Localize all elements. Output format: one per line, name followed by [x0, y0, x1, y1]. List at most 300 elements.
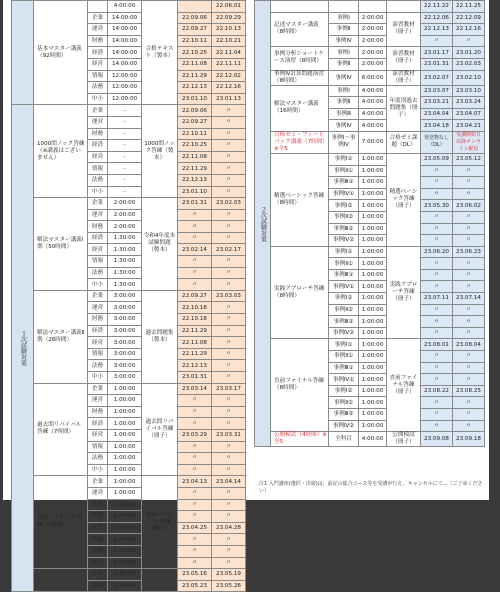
start-date-cell: 〃 — [421, 351, 453, 363]
start-date-cell: 22.12.13 — [421, 24, 453, 36]
subject-cell: 情報 — [88, 70, 108, 82]
subject-cell: 経済 — [88, 325, 108, 337]
case-cell: 事例Ⅰ① — [329, 339, 359, 351]
time-cell: 1:00:00 — [359, 281, 387, 293]
time-cell: 3:00:00 — [108, 360, 142, 372]
end-date-cell: 受講開始日以降オンライン配信 — [453, 131, 485, 153]
end-date-cell: 22.10.21 — [212, 35, 246, 47]
start-date-cell: 23.06.20 — [421, 246, 453, 258]
start-date-cell: 23.02.14 — [178, 244, 212, 256]
case-cell: 事例Ⅳ② — [329, 327, 359, 339]
case-cell: 事例Ⅰ① — [329, 246, 359, 258]
course-name-cell: 公開模試（4時間）※全5 — [271, 432, 329, 447]
time-cell: - — [108, 105, 142, 117]
start-date-cell: 〃 — [178, 441, 212, 453]
time-cell: 3:00:00 — [108, 372, 142, 384]
start-date-cell: 22.11.08 — [178, 151, 212, 163]
end-date-cell: 23.02.17 — [212, 244, 246, 256]
end-date-cell: 〃 — [453, 35, 485, 47]
start-date-cell: 22.09.27 — [178, 290, 212, 302]
section-label-second-exam: ２次試験対策 — [255, 1, 271, 447]
time-cell: 1:00:00 — [359, 235, 387, 247]
book-cell: 年度別過去問題集（冊子） — [387, 85, 421, 131]
end-date-cell: 23.03.10 — [453, 85, 485, 97]
case-cell: 事例Ⅱ① — [329, 165, 359, 177]
time-cell: 12:00:00 — [108, 82, 142, 94]
time-cell — [359, 1, 387, 13]
end-date-cell: 〃 — [212, 151, 246, 163]
end-date-cell: 〃 — [212, 557, 246, 569]
time-cell: 2:00:00 — [359, 12, 387, 24]
start-date-cell: 〃 — [178, 418, 212, 430]
time-cell: 4:00:00 — [108, 1, 142, 13]
start-date-cell: 〃 — [178, 487, 212, 499]
start-date-cell: 22.10.25 — [178, 140, 212, 152]
time-cell: 2:00:00 — [359, 58, 387, 70]
end-date-cell: 〃 — [212, 395, 246, 407]
end-date-cell: 〃 — [453, 304, 485, 316]
time-cell: 1:00:00 — [359, 188, 387, 200]
end-date-cell: 23.08.25 — [453, 385, 485, 397]
time-cell: - — [108, 174, 142, 186]
subject-cell: 運営 — [88, 580, 108, 592]
course-name-cell: 合格ゼミ・フィードバック講義（7時間）※全5 — [271, 131, 329, 153]
table-row — [12, 1, 246, 13]
start-date-cell: 23.01.31 — [178, 372, 212, 384]
time-cell: 12:00:00 — [108, 70, 142, 82]
table-row — [12, 476, 246, 488]
end-date-cell: 〃 — [212, 267, 246, 279]
case-cell: 事例Ⅰ② — [329, 200, 359, 212]
case-cell — [329, 1, 359, 13]
end-date-cell: 〃 — [212, 499, 246, 511]
course-name-cell: 解法マスター講義（16時間） — [271, 85, 329, 131]
start-date-cell: 22.09.06 — [178, 105, 212, 117]
subject-cell: 企業 — [88, 198, 108, 210]
case-cell: 事例Ⅰ② — [329, 385, 359, 397]
end-date-cell: 22.12.16 — [453, 24, 485, 36]
book-cell — [387, 1, 421, 13]
book-cell: 演習教材（冊子） — [387, 47, 421, 70]
end-date-cell: 〃 — [212, 372, 246, 384]
subject-cell: 中小 — [88, 557, 108, 569]
start-date-cell: 22.11.29 — [178, 70, 212, 82]
time-cell: 3:00:00 — [108, 337, 142, 349]
table-row — [12, 383, 246, 395]
start-date-cell: 22.12.13 — [178, 360, 212, 372]
book-cell: 直前ファイナル答練（冊子） — [387, 339, 421, 432]
end-date-cell: 〃 — [212, 232, 246, 244]
subject-cell: 経営 — [88, 244, 108, 256]
case-cell: 事例Ⅱ② — [329, 211, 359, 223]
subject-cell: 運営 — [88, 116, 108, 128]
case-cell: 事例Ⅳ — [329, 70, 359, 85]
end-date-cell: 23.06.02 — [453, 200, 485, 212]
time-cell: 1:00:00 — [359, 409, 387, 421]
end-date-cell: 〃 — [453, 316, 485, 328]
subject-cell: 経営 — [88, 429, 108, 441]
table-row — [12, 105, 246, 117]
time-cell: 1:00:00 — [108, 418, 142, 430]
end-date-cell: 23.03.31 — [212, 429, 246, 441]
subject-cell: 中小 — [88, 93, 108, 105]
time-cell: 14:00:00 — [108, 35, 142, 47]
subject-cell: 企業 — [88, 290, 108, 302]
start-date-cell: 23.05.16 — [178, 569, 212, 581]
section-label-first-exam: １次試験対策 — [12, 105, 34, 592]
book-cell: 過去問リバイバル答練（冊子） — [142, 383, 178, 476]
time-cell: 1:00:00 — [359, 420, 387, 432]
table-row — [255, 432, 485, 447]
time-cell: 4:00:00 — [359, 97, 387, 109]
end-date-cell: 22.06.01 — [212, 1, 246, 13]
time-cell: 4:00:00 — [359, 120, 387, 132]
time-cell: 7:00:00 — [359, 131, 387, 153]
start-date-cell: 〃 — [178, 406, 212, 418]
start-date-cell: 22.10.11 — [178, 128, 212, 140]
start-date-cell: 22.10.18 — [178, 314, 212, 326]
time-cell: - — [108, 151, 142, 163]
time-cell: - — [108, 128, 142, 140]
start-date-cell: 23.04.13 — [178, 476, 212, 488]
time-cell: 1:00:00 — [359, 223, 387, 235]
schedule-page — [3, 0, 489, 589]
end-date-cell: 23.02.03 — [453, 58, 485, 70]
start-date-cell: 23.08.01 — [421, 339, 453, 351]
end-date-cell: 23.04.21 — [453, 120, 485, 132]
table-row — [255, 12, 485, 24]
end-date-cell: 〃 — [212, 163, 246, 175]
table-row — [12, 290, 246, 302]
time-cell: 1:00:00 — [108, 383, 142, 395]
start-date-cell: 22.11.29 — [178, 163, 212, 175]
course-name-cell — [271, 1, 329, 13]
start-date-cell: 23.08.22 — [421, 385, 453, 397]
end-date-cell: 〃 — [453, 327, 485, 339]
end-date-cell: 23.03.17 — [212, 383, 246, 395]
case-cell: 事例Ⅳ — [329, 35, 359, 47]
time-cell: 1:00:00 — [359, 165, 387, 177]
time-cell: 3:00:00 — [108, 314, 142, 326]
end-date-cell: 〃 — [212, 325, 246, 337]
subject-cell: 経営 — [88, 337, 108, 349]
start-date-cell: 〃 — [421, 374, 453, 386]
time-cell: 1:00:00 — [359, 304, 387, 316]
case-cell: 事例Ⅱ① — [329, 258, 359, 270]
footnote: 注1 入門講座(選択・出席)は、前記の総合コース等を受講が行え、キャンセルにて...（ご了承ください） — [259, 481, 483, 494]
time-cell: 1:00:00 — [108, 545, 142, 557]
book-cell: 令和4年度本試験問題（製本） — [142, 198, 178, 291]
time-cell: 1:00:00 — [359, 258, 387, 270]
subject-cell: 中小 — [88, 464, 108, 476]
start-date-cell: 〃 — [421, 304, 453, 316]
time-cell: - — [108, 186, 142, 198]
start-date-cell: 22.10.18 — [178, 302, 212, 314]
end-date-cell: 22.11.11 — [212, 58, 246, 70]
end-date-cell: 〃 — [453, 362, 485, 374]
start-date-cell: 〃 — [421, 35, 453, 47]
time-cell: 1:00:00 — [108, 557, 142, 569]
course-name-cell: 事例Ⅳ計算問題演習（8時間） — [271, 70, 329, 85]
start-date-cell: 23.03.14 — [178, 383, 212, 395]
first-exam-schedule-table — [11, 0, 246, 592]
start-date-cell: 〃 — [178, 499, 212, 511]
start-date-cell: 〃 — [421, 316, 453, 328]
time-cell: 1:00:00 — [359, 211, 387, 223]
time-cell: 1:00:00 — [359, 153, 387, 165]
course-name-cell: 解法マスター講義Ⅰ期（50時間） — [34, 198, 88, 291]
end-date-cell: 〃 — [212, 186, 246, 198]
end-date-cell: 〃 — [453, 177, 485, 189]
start-date-cell — [178, 1, 212, 13]
time-cell: 1:00:00 — [108, 499, 142, 511]
subject-cell: 経済 — [88, 232, 108, 244]
end-date-cell: 〃 — [453, 351, 485, 363]
start-date-cell: 23.04.18 — [421, 120, 453, 132]
time-cell: 4:00:00 — [359, 85, 387, 97]
end-date-cell: 23.05.19 — [212, 569, 246, 581]
end-date-cell: 22.12.16 — [212, 82, 246, 94]
subject-cell: 財務 — [88, 128, 108, 140]
time-cell: 1:00:00 — [108, 429, 142, 441]
time-cell: 1:00:00 — [359, 246, 387, 258]
case-cell: 事例Ⅳ① — [329, 281, 359, 293]
time-cell: 1:00:00 — [108, 522, 142, 534]
table-row — [12, 569, 246, 581]
end-date-cell: 22.10.13 — [212, 24, 246, 36]
end-date-cell: 〃 — [453, 211, 485, 223]
case-cell: 事例Ⅰ — [329, 12, 359, 24]
time-cell: 1:00:00 — [359, 293, 387, 305]
start-date-cell: 〃 — [421, 362, 453, 374]
end-date-cell: 〃 — [453, 188, 485, 200]
book-cell: 演習教材（冊子） — [387, 12, 421, 47]
book-cell: 実践アプローチ答練（冊子） — [387, 246, 421, 339]
time-cell: 3:00:00 — [108, 325, 142, 337]
end-date-cell: 23.04.07 — [453, 108, 485, 120]
subject-cell: 情報 — [88, 534, 108, 546]
start-date-cell: 22.10.11 — [178, 35, 212, 47]
start-date-cell: 〃 — [421, 281, 453, 293]
end-date-cell: 23.07.14 — [453, 293, 485, 305]
time-cell: 1:00:00 — [108, 464, 142, 476]
section-cell-top — [12, 1, 34, 105]
time-cell: 4:00:00 — [359, 432, 387, 447]
case-cell: 事例Ⅲ — [329, 108, 359, 120]
time-cell: 1:30:00 — [108, 244, 142, 256]
case-cell: 事例Ⅳ① — [329, 374, 359, 386]
case-cell: 事例Ⅰ① — [329, 153, 359, 165]
start-date-cell: 23.09.08 — [421, 432, 453, 447]
case-cell: 事例Ⅳ① — [329, 188, 359, 200]
case-cell: 事例Ⅱ — [329, 24, 359, 36]
case-cell: 事例Ⅳ② — [329, 420, 359, 432]
subject-cell: 法務 — [88, 453, 108, 465]
start-date-cell: 〃 — [421, 165, 453, 177]
start-date-cell: 22.09.27 — [178, 24, 212, 36]
end-date-cell: 〃 — [453, 165, 485, 177]
subject-cell: 情報 — [88, 256, 108, 268]
end-date-cell: 〃 — [453, 223, 485, 235]
case-cell: 事例Ⅲ② — [329, 409, 359, 421]
start-date-cell: 23.01.10 — [178, 186, 212, 198]
start-date-cell: 23.03.21 — [421, 97, 453, 109]
end-date-cell: 22.11.04 — [212, 47, 246, 59]
start-date-cell: 〃 — [178, 267, 212, 279]
end-date-cell: 〃 — [212, 314, 246, 326]
subject-cell: 企業 — [88, 476, 108, 488]
start-date-cell: 〃 — [421, 235, 453, 247]
course-name-cell: 実践アプローチ答練（8時間） — [271, 246, 329, 339]
start-date-cell: 22.12.13 — [178, 174, 212, 186]
table-row — [255, 153, 485, 165]
start-date-cell: 23.05.30 — [421, 200, 453, 212]
subject-cell: 企業 — [88, 569, 108, 581]
case-cell: 事例Ⅲ① — [329, 177, 359, 189]
end-date-cell: 23.09.18 — [453, 432, 485, 447]
end-date-cell: 〃 — [212, 140, 246, 152]
time-cell: 1:00:00 — [108, 395, 142, 407]
time-cell: 1:30:00 — [108, 279, 142, 291]
start-date-cell: 23.07.11 — [421, 293, 453, 305]
time-cell: 6:00:00 — [359, 70, 387, 85]
end-date-cell: 〃 — [453, 409, 485, 421]
start-date-cell: 〃 — [178, 279, 212, 291]
time-cell: 1:00:00 — [359, 316, 387, 328]
subject-cell: 財務 — [88, 221, 108, 233]
time-cell: 1:00:00 — [108, 487, 142, 499]
subject-cell: 財務 — [88, 406, 108, 418]
course-name-cell — [34, 569, 88, 592]
start-date-cell: 23.03.29 — [178, 429, 212, 441]
end-date-cell: 〃 — [212, 406, 246, 418]
end-date-cell: 22.11.25 — [453, 1, 485, 13]
time-cell: 1:00:00 — [359, 374, 387, 386]
course-name-cell: 解法マスター講義Ⅱ期（26時間） — [34, 290, 88, 383]
start-date-cell: 23.04.25 — [178, 522, 212, 534]
case-cell: 事例Ⅲ① — [329, 269, 359, 281]
start-date-cell: 発送物なし（DL） — [421, 131, 453, 153]
time-cell: 1:00:00 — [108, 453, 142, 465]
end-date-cell: 〃 — [212, 453, 246, 465]
time-cell: - — [108, 163, 142, 175]
course-name-cell: 過去問リバイバル答練（7時間） — [34, 383, 88, 476]
course-name-cell: 1000問ノック答練（※講義はございません） — [34, 105, 88, 198]
subject-cell: 経営 — [88, 522, 108, 534]
time-cell: 2:00:00 — [359, 35, 387, 47]
time-cell: 2:00:00 — [108, 221, 142, 233]
time-cell: 14:00:00 — [108, 24, 142, 36]
start-date-cell: 22.09.27 — [178, 116, 212, 128]
table-row — [12, 198, 246, 210]
subject-cell: 運営 — [88, 395, 108, 407]
subject-cell: 運営 — [88, 209, 108, 221]
start-date-cell: 22.09.06 — [178, 12, 212, 24]
time-cell: 3:00:00 — [108, 302, 142, 314]
book-cell: 演習教材（冊子） — [387, 70, 421, 85]
time-cell: 1:00:00 — [359, 200, 387, 212]
case-cell: 事例Ⅱ — [329, 58, 359, 70]
time-cell: 1:00:00 — [359, 177, 387, 189]
start-date-cell: 〃 — [421, 223, 453, 235]
case-cell: 事例Ⅲ① — [329, 362, 359, 374]
time-cell: 1:00:00 — [108, 406, 142, 418]
time-cell: 1:00:00 — [359, 339, 387, 351]
book-cell: 合格テキスト（製本） — [142, 1, 178, 105]
end-date-cell: 23.02.03 — [212, 198, 246, 210]
subject-cell: 運営 — [88, 302, 108, 314]
start-date-cell: 〃 — [178, 545, 212, 557]
end-date-cell: 23.02.10 — [453, 70, 485, 85]
end-date-cell: 23.06.23 — [453, 246, 485, 258]
time-cell: 2:00:00 — [108, 209, 142, 221]
end-date-cell: 23.03.24 — [453, 97, 485, 109]
time-cell: 1:30:00 — [108, 232, 142, 244]
subject-cell: 財務 — [88, 314, 108, 326]
start-date-cell: 23.01.31 — [421, 58, 453, 70]
end-date-cell: 〃 — [212, 209, 246, 221]
time-cell: 2:00:00 — [359, 47, 387, 59]
course-name-cell: 精選ベーシック答練（8時間） — [271, 153, 329, 246]
start-date-cell: 〃 — [421, 409, 453, 421]
start-date-cell: 〃 — [178, 256, 212, 268]
start-date-cell: 22.11.29 — [178, 325, 212, 337]
table-row — [255, 47, 485, 59]
table-row — [255, 339, 485, 351]
end-date-cell: 〃 — [212, 337, 246, 349]
case-cell: 事例Ⅱ② — [329, 304, 359, 316]
end-date-cell: 22.12.02 — [212, 70, 246, 82]
end-date-cell: 〃 — [453, 420, 485, 432]
subject-cell: 情報 — [88, 441, 108, 453]
start-date-cell: 22.12.06 — [421, 12, 453, 24]
book-cell — [142, 569, 178, 592]
case-cell: 事例Ⅰ — [329, 47, 359, 59]
start-date-cell: 〃 — [421, 269, 453, 281]
start-date-cell: 〃 — [421, 327, 453, 339]
subject-cell: 運営 — [88, 487, 108, 499]
course-name-cell: 基本マスター講義（92時間） — [34, 1, 88, 105]
end-date-cell: 〃 — [212, 487, 246, 499]
case-cell: 全科目 — [329, 432, 359, 447]
time-cell: 1:30:00 — [108, 267, 142, 279]
start-date-cell: 23.05.23 — [178, 580, 212, 592]
end-date-cell: 23.01.13 — [212, 93, 246, 105]
start-date-cell: 22.11.08 — [178, 337, 212, 349]
time-cell: 1:00:00 — [359, 385, 387, 397]
case-cell: 事例Ⅰ～事例Ⅳ — [329, 131, 359, 153]
subject-cell: 企業 — [88, 105, 108, 117]
end-date-cell: 23.05.12 — [453, 153, 485, 165]
table-row — [255, 246, 485, 258]
case-cell: 事例Ⅲ② — [329, 316, 359, 328]
case-cell: 事例Ⅱ② — [329, 397, 359, 409]
subject-cell: 経済 — [88, 418, 108, 430]
subject-cell: 中小 — [88, 279, 108, 291]
start-date-cell: 23.01.31 — [178, 198, 212, 210]
time-cell: 1:00:00 — [359, 351, 387, 363]
time-cell: 14:00:00 — [108, 47, 142, 59]
start-date-cell: 23.01.17 — [421, 47, 453, 59]
start-date-cell: 〃 — [421, 397, 453, 409]
start-date-cell: 〃 — [178, 221, 212, 233]
book-cell: 過去問題集（製本） — [142, 290, 178, 383]
end-date-cell: 22.12.09 — [453, 12, 485, 24]
subject-cell — [88, 1, 108, 13]
end-date-cell: 22.09.29 — [212, 12, 246, 24]
start-date-cell: 〃 — [178, 557, 212, 569]
subject-cell: 経済 — [88, 140, 108, 152]
